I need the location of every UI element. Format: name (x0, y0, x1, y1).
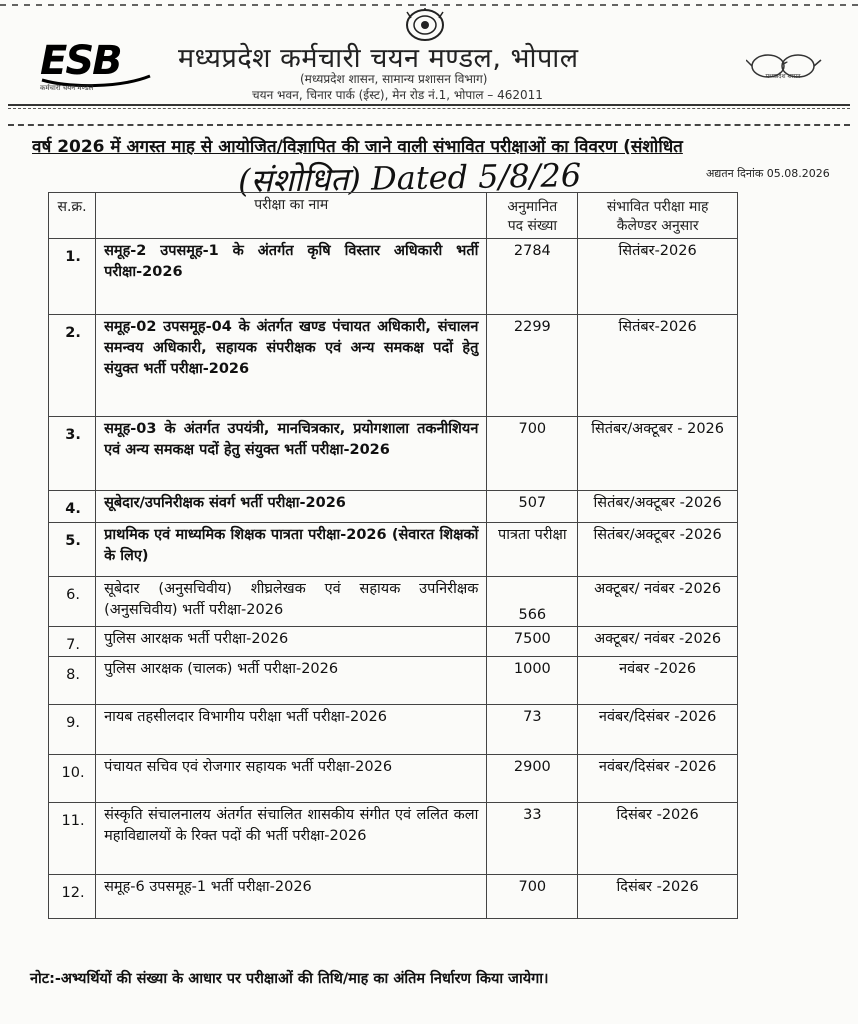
row-exam-name: संस्कृति संचालनालय अंतर्गत संचालित शासकीय संगीत एवं ललित कला महाविद्यालयों के रिक्त पदों की भर्ती परीक्षा-2026 (96, 803, 487, 875)
row-posts: 566 (487, 577, 578, 627)
header-exam-name: परीक्षा का नाम (96, 193, 487, 239)
row-serial: 10. (49, 755, 96, 803)
row-posts: 1000 (487, 657, 578, 705)
row-posts: 73 (487, 705, 578, 755)
esb-logo-text: ESB (40, 38, 121, 84)
header-rule-dashed (8, 108, 850, 109)
row-exam-name: समूह-02 उपसमूह-04 के अंतर्गत खण्ड पंचायत अधिकारी, संचालन समन्वय अधिकारी, सहायक संपरीक्षक एवं अन्य समकक्ष पदों हेतु संयुक्त भर्ती परीक्षा-2026 (96, 315, 487, 417)
header-posts (487, 193, 578, 239)
row-exam-name: पुलिस आरक्षक भर्ती परीक्षा-2026 (96, 627, 487, 657)
row-posts: 2900 (487, 755, 578, 803)
table-row (49, 417, 738, 491)
row-exam-name: सूबेदार/उपनिरीक्षक संवर्ग भर्ती परीक्षा-2026 (96, 491, 487, 523)
table-row (49, 875, 738, 919)
row-serial: 4. (49, 491, 96, 523)
org-department: (मध्यप्रदेश शासन, सामान्य प्रशासन विभाग) (300, 72, 488, 86)
row-exam-name: समूह-03 के अंतर्गत उपयंत्री, मानचित्रकार, प्रयोगशाला तकनीशियन एवं अन्य समकक्ष पदों हेतु संयुक्त भर्ती परीक्षा-2026 (96, 417, 487, 491)
esb-logo-subtext: कर्मचारी चयन मण्डल (40, 84, 94, 92)
org-name: मध्यप्रदेश कर्मचारी चयन मण्डल, भोपाल (178, 43, 579, 74)
row-serial: 3. (49, 417, 96, 491)
row-posts: 7500 (487, 627, 578, 657)
header-rule (8, 104, 850, 106)
exam-schedule-table (48, 192, 738, 919)
row-serial: 8. (49, 657, 96, 705)
updated-date: अद्यतन दिनांक 05.08.2026 (706, 167, 830, 180)
row-serial: 1. (49, 239, 96, 315)
row-serial: 9. (49, 705, 96, 755)
table-row (49, 657, 738, 705)
header-serial: स.क्र. (49, 193, 96, 239)
row-serial: 12. (49, 875, 96, 919)
row-month: नवंबर -2026 (578, 657, 738, 705)
row-posts: 507 (487, 491, 578, 523)
table-row (49, 523, 738, 577)
row-month: सितंबर/अक्टूबर - 2026 (578, 417, 738, 491)
footer-note: नोट:-अभ्यर्थियों की संख्या के आधार पर परीक्षाओं की तिथि/माह का अंतिम निर्धारण किया जायेगा। (30, 971, 549, 987)
row-month: नवंबर/दिसंबर -2026 (578, 755, 738, 803)
table-row (49, 627, 738, 657)
table-row (49, 239, 738, 315)
gov-logo (746, 50, 822, 80)
row-serial: 5. (49, 523, 96, 577)
header-posts-line1: अनुमानित (507, 199, 558, 215)
row-posts: 700 (487, 417, 578, 491)
row-serial: 11. (49, 803, 96, 875)
table-row (49, 755, 738, 803)
spectacles-logo-icon (746, 50, 822, 80)
row-month: दिसंबर -2026 (578, 803, 738, 875)
state-emblem-icon (405, 8, 445, 42)
row-posts: 2299 (487, 315, 578, 417)
table-header-row (49, 193, 738, 239)
row-exam-name: समूह-2 उपसमूह-1 के अंतर्गत कृषि विस्तार अधिकारी भर्ती परीक्षा-2026 (96, 239, 487, 315)
row-serial: 2. (49, 315, 96, 417)
top-dashed-line (0, 4, 858, 6)
header-month (578, 193, 738, 239)
row-month: सितंबर-2026 (578, 315, 738, 417)
table-row (49, 491, 738, 523)
row-exam-name: प्राथमिक एवं माध्यमिक शिक्षक पात्रता परीक्षा-2026 (सेवारत शिक्षकों के लिए) (96, 523, 487, 577)
row-month: सितंबर/अक्टूबर -2026 (578, 523, 738, 577)
row-month: दिसंबर -2026 (578, 875, 738, 919)
header-month-line2: कैलेण्डर अनुसार (616, 218, 699, 234)
row-posts: 700 (487, 875, 578, 919)
row-exam-name: पंचायत सचिव एवं रोजगार सहायक भर्ती परीक्षा-2026 (96, 755, 487, 803)
row-exam-name: सूबेदार (अनुसचिवीय) शीघ्रलेखक एवं सहायक उपनिरीक्षक (अनुसचिवीय) भर्ती परीक्षा-2026 (96, 577, 487, 627)
table-row (49, 705, 738, 755)
row-posts: 2784 (487, 239, 578, 315)
handwritten-revised-note: (संशोधित) Dated 5/8/26 (237, 156, 582, 200)
header-month-line1: संभावित परीक्षा माह (606, 199, 709, 215)
row-month: अक्टूबर/ नवंबर -2026 (578, 627, 738, 657)
row-exam-name: समूह-6 उपसमूह-1 भर्ती परीक्षा-2026 (96, 875, 487, 919)
row-month: सितंबर/अक्टूबर -2026 (578, 491, 738, 523)
row-exam-name: नायब तहसीलदार विभागीय परीक्षा भर्ती परीक्षा-2026 (96, 705, 487, 755)
row-exam-name: पुलिस आरक्षक (चालक) भर्ती परीक्षा-2026 (96, 657, 487, 705)
org-address: चयन भवन, चिनार पार्क (ईस्ट), मेन रोड नं.1, भोपाल – 462011 (252, 88, 543, 102)
row-posts: पात्रता परीक्षा (487, 523, 578, 577)
header-posts-line2: पद संख्या (507, 218, 557, 234)
row-serial: 7. (49, 627, 96, 657)
row-month: सितंबर-2026 (578, 239, 738, 315)
row-posts: 33 (487, 803, 578, 875)
table-row (49, 315, 738, 417)
document-title: वर्ष 2026 में अगस्त माह से आयोजित/विज्ञापित की जाने वाली संभावित परीक्षाओं का विवरण (संशोधित (32, 137, 683, 157)
row-serial: 6. (49, 577, 96, 627)
row-month: अक्टूबर/ नवंबर -2026 (578, 577, 738, 627)
table-row (49, 577, 738, 627)
header-rule-bottom (8, 124, 850, 126)
gov-logo-text: मध्यप्रदेश शासन (765, 73, 801, 80)
row-month: नवंबर/दिसंबर -2026 (578, 705, 738, 755)
table-row (49, 803, 738, 875)
